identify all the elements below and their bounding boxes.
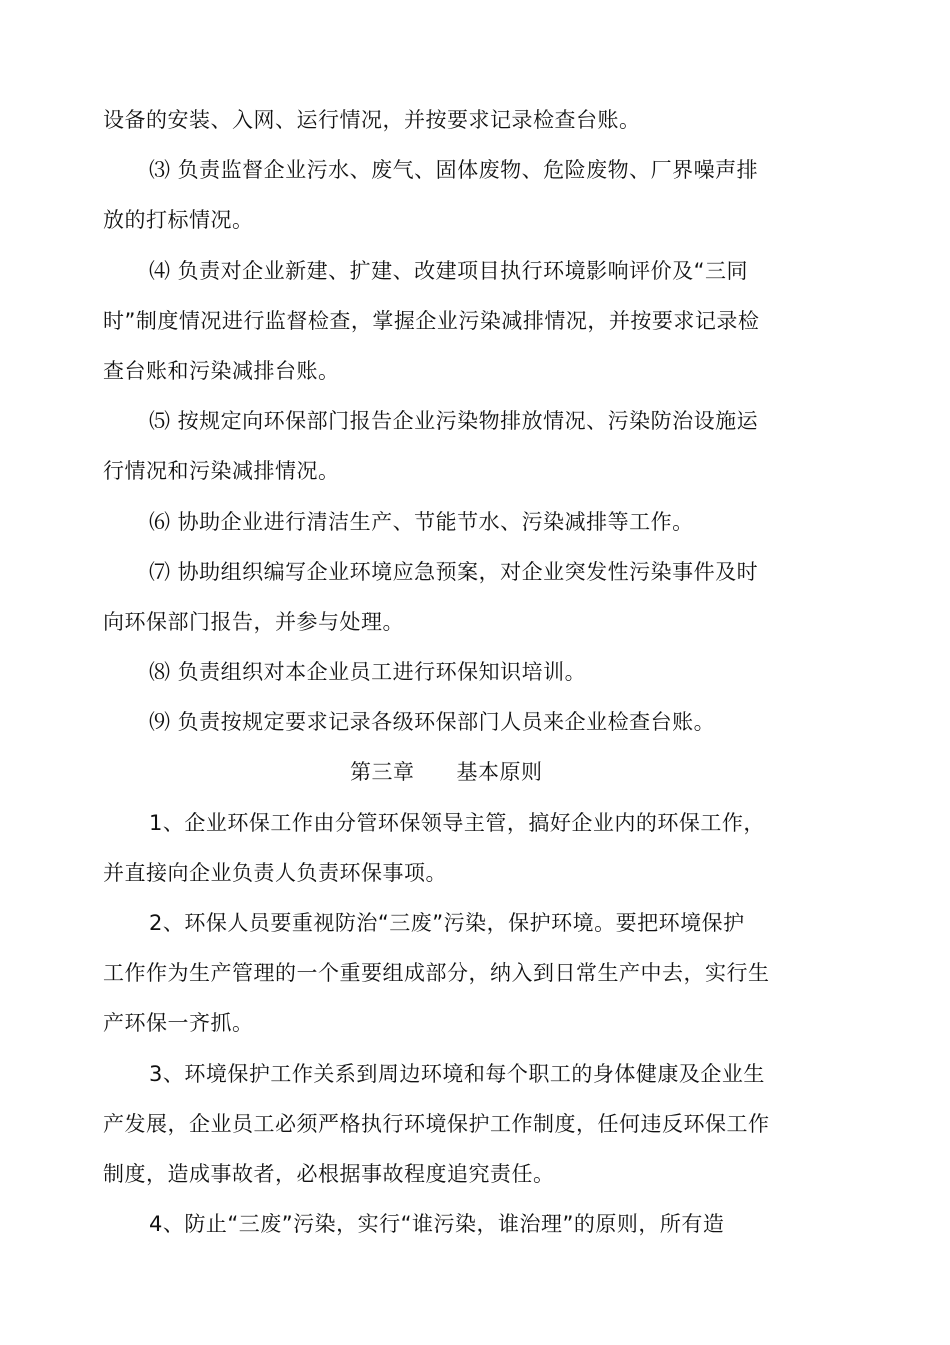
text-line: 1、企业环保工作由分管环保领导主管，搞好企业内的环保工作， [149, 810, 765, 835]
text-line: 产环保一齐抓。 [103, 1011, 254, 1036]
text-line: 制度，造成事故者，必根据事故程度追究责任。 [103, 1161, 555, 1186]
text-line: 产发展，企业员工必须严格执行环境保护工作制度，任何违反环保工作 [103, 1111, 770, 1136]
text-line: ⑻ 负责组织对本企业员工进行环保知识培训。 [149, 660, 587, 685]
text-line: ⑼ 负责按规定要求记录各级环保部门人员来企业检查台账。 [149, 710, 716, 735]
document-body [103, 95, 793, 1249]
text-line: 3、环境保护工作关系到周边环境和每个职工的身体健康及企业生 [149, 1061, 765, 1086]
text-line: 2、环保人员要重视防治“三废”污染，保护环境。要把环境保护 [149, 911, 745, 935]
chapter-title: 基本原则 [456, 760, 543, 785]
text-line: ⑸ 按规定向环保部门报告企业污染物排放情况、污染防治设施运 [149, 409, 759, 434]
text-line: 时”制度情况进行监督检查，掌握企业污染减排情况，并按要求记录检 [103, 308, 760, 333]
text-line: 查台账和污染减排台账。 [103, 358, 340, 383]
text-line: ⑷ 负责对企业新建、扩建、改建项目执行环境影响评价及“三同 [149, 258, 749, 283]
text-line: 设备的安装、入网、运行情况，并按要求记录检查台账。 [103, 108, 641, 132]
text-line: 4、防止“三废”污染，实行“谁污染，谁治理”的原则，所有造 [149, 1212, 725, 1237]
chapter-number: 第三章 [350, 760, 415, 785]
text-line: ⑹ 协助企业进行清洁生产、节能节水、污染减排等工作。 [149, 509, 694, 534]
text-line: 工作作为生产管理的一个重要组成部分，纳入到日常生产中去，实行生 [103, 961, 770, 986]
text-line: ⑶ 负责监督企业污水、废气、固体废物、危险废物、厂界噪声排 [149, 158, 759, 183]
text-line: ⑺ 协助组织编写企业环境应急预案，对企业突发性污染事件及时 [149, 559, 759, 584]
chapter-heading [103, 747, 793, 797]
text-line: 向环保部门报告，并参与处理。 [103, 609, 404, 634]
text-line: 放的打标情况。 [103, 208, 254, 233]
text-line: 行情况和污染减排情况。 [103, 459, 340, 484]
text-line: 并直接向企业负责人负责环保事项。 [103, 860, 447, 885]
